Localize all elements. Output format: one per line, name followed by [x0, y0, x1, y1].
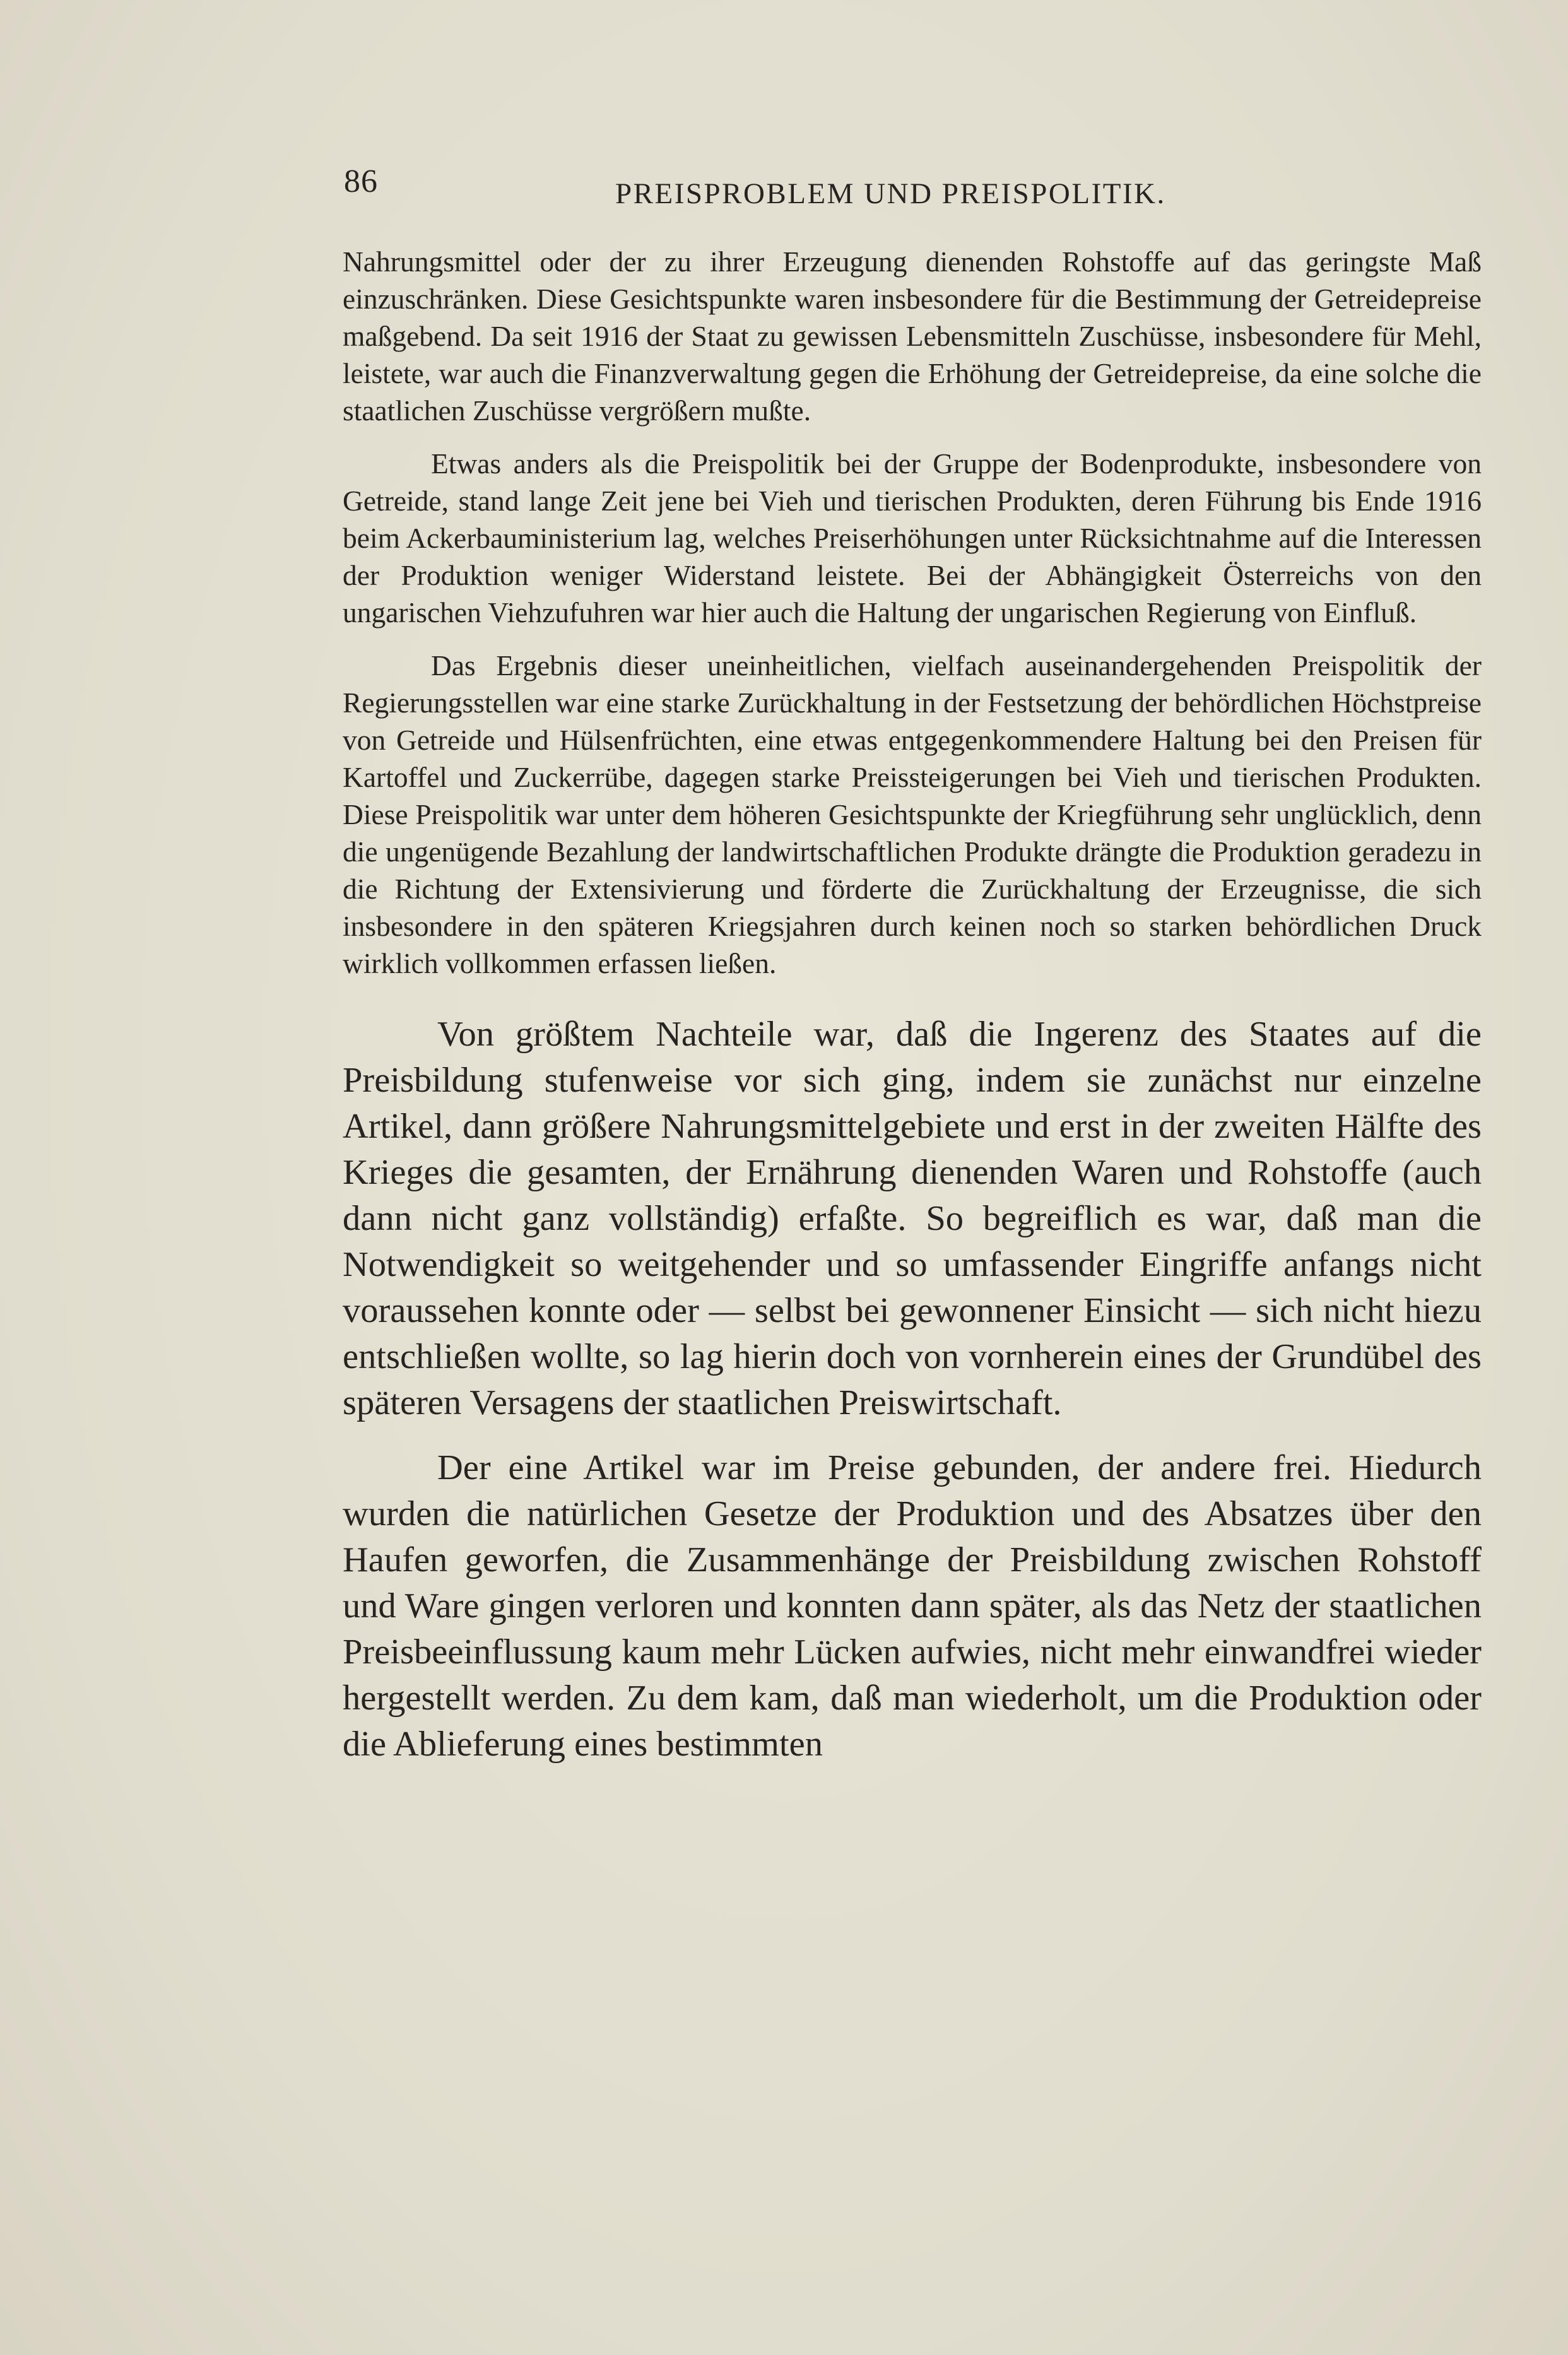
body-text [343, 243, 1482, 1786]
paragraph-3: Das Ergebnis dieser uneinheitlichen, vielfach auseinandergehenden Preispolitik der Regierungsstellen war eine starke Zurückhaltung in der Festsetzung der behördlichen Höchstpreise von Getreide und Hülsenfrüchten, eine etwas entgegenkommendere Haltung bei den Preisen für Kartoffel und Zuckerrübe, dagegen starke Preissteigerungen bei Vieh und tierischen Produkten. Diese Preispolitik war unter dem höheren Gesichtspunkte der Kriegführung sehr unglücklich, denn die ungenügende Bezahlung der landwirtschaftlichen Produkte drängte die Produktion geradezu in die Richtung der Extensivierung und förderte die Zurückhaltung der Erzeugnisse, die sich insbesondere in den späteren Kriegsjahren durch keinen noch so starken behördlichen Druck wirklich vollkommen erfassen ließen. [343, 649, 1482, 979]
page-header [344, 163, 1221, 213]
section-gap [343, 998, 1482, 1012]
running-title: PREISPROBLEM UND PREISPOLITIK. [615, 177, 1166, 210]
paragraph-1: Nahrungsmittel oder der zu ihrer Erzeugung dienenden Rohstoffe auf das geringste Maß einzuschränken. Diese Gesichtspunkte waren insbesondere für die Bestimmung der Getreidepreise maßgebend. Da seit 1916 der Staat zu gewissen Lebensmitteln Zuschüsse, insbesondere für Mehl, leistete, war auch die Finanzverwaltung gegen die Erhöhung der Getreidepreise, da eine solche die staatlichen Zuschüsse vergrößern mußte. [343, 245, 1482, 427]
page-number: 86 [344, 163, 378, 199]
paragraph-2: Etwas anders als die Preispolitik bei der Gruppe der Bodenprodukte, insbesondere von Getreide, stand lange Zeit jene bei Vieh und tierischen Produkten, deren Führung bis Ende 1916 beim Ackerbauministerium lag, welches Preiserhöhungen unter Rücksichtnahme auf die Interessen der Produktion weniger Widerstand leistete. Bei der Abhängigkeit Österreichs von den ungarischen Viehzufuhren war hier auch die Haltung der ungarischen Regierung von Einfluß. [343, 447, 1482, 629]
paragraph-4: Von größtem Nachteile war, daß die Ingerenz des Staates auf die Preisbildung stufenweise vor sich ging, indem sie zunächst nur einzelne Artikel, dann größere Nahrungsmittelgebiete und erst in der zweiten Hälfte des Krieges die gesamten, der Ernährung dienenden Waren und Rohstoffe (auch dann nicht ganz vollständig) erfaßte. So begreiflich es war, daß man die Notwendigkeit so weitgehender und so umfassender Eingriffe anfangs nicht voraussehen konnte oder — selbst bei gewonnener Einsicht — sich nicht hiezu entschließen wollte, so lag hierin doch von vornherein eines der Grundübel des späteren Versagens der staatlichen Preiswirtschaft. [343, 1015, 1482, 1422]
paragraph-5: Der eine Artikel war im Preise gebunden, der andere frei. Hiedurch wurden die natürlichen Gesetze der Produktion und des Absatzes über den Haufen geworfen, die Zusammenhänge der Preisbildung zwischen Rohstoff und Ware gingen verloren und konnten dann später, als das Netz der staatlichen Preisbeeinflussung kaum mehr Lücken aufwies, nicht mehr einwandfrei wieder hergestellt werden. Zu dem kam, daß man wiederholt, um die Produktion oder die Ablieferung eines bestimmten [343, 1448, 1482, 1764]
